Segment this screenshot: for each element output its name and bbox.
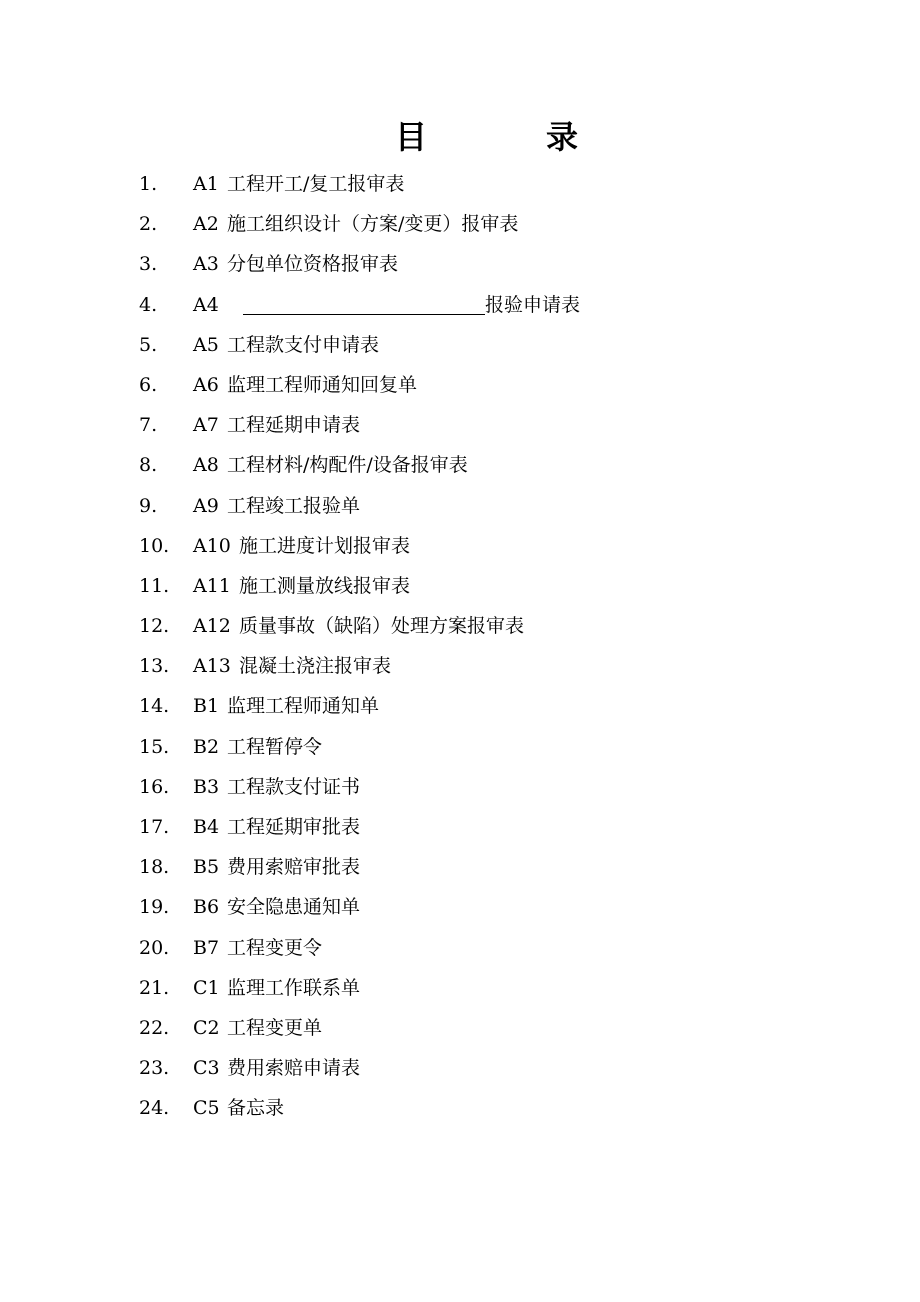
item-number: 14.: [139, 695, 170, 718]
toc-item: [139, 445, 839, 485]
toc-item: [139, 928, 839, 968]
toc-item: [139, 325, 839, 365]
toc-item: [139, 244, 839, 284]
item-code: A7: [193, 414, 219, 437]
toc-item: [139, 164, 839, 204]
item-title: 工程暂停令: [227, 735, 323, 758]
item-code: A8: [193, 454, 219, 477]
item-title: 施工进度计划报审表: [239, 534, 411, 557]
item-number: 1.: [139, 173, 158, 195]
item-number: 22.: [139, 1016, 170, 1039]
item-title: 备忘录: [227, 1097, 285, 1120]
item-title: 工程变更单: [227, 1016, 323, 1039]
toc-item: [139, 204, 839, 244]
item-code: C3: [193, 1057, 220, 1080]
item-title: 施工测量放线报审表: [239, 574, 411, 597]
title-char-2: 录: [546, 118, 579, 156]
title-char-1: 目: [395, 118, 428, 156]
item-code: A6: [193, 373, 219, 396]
item-code: A10: [193, 534, 231, 557]
item-code: B3: [193, 775, 220, 798]
item-title: 工程款支付证书: [227, 775, 361, 798]
item-code: B2: [193, 735, 220, 758]
item-number: 12.: [139, 615, 170, 638]
item-title-with-blank: [243, 285, 580, 325]
item-title: 监理工程师通知单: [227, 695, 380, 718]
toc-item: [139, 486, 839, 526]
item-code: C2: [193, 1016, 220, 1039]
item-code: A11: [193, 574, 231, 597]
item-title: 工程延期申请表: [227, 414, 361, 437]
item-code: B6: [193, 896, 220, 919]
item-number: 19.: [139, 896, 170, 919]
item-code: A4: [193, 293, 219, 316]
table-of-contents: [139, 164, 839, 1129]
item-number: 13.: [139, 655, 170, 678]
toc-item: [139, 887, 839, 927]
item-title: 混凝土浇注报审表: [239, 655, 392, 678]
toc-item: [139, 1088, 839, 1128]
item-number: 2.: [139, 213, 158, 236]
item-code: A1: [193, 173, 219, 195]
item-code: B7: [193, 936, 220, 959]
toc-item: [139, 365, 839, 405]
item-code: C1: [193, 976, 220, 999]
item-title: 工程竣工报验单: [227, 494, 361, 517]
toc-item: [139, 686, 839, 726]
item-code: B5: [193, 856, 220, 879]
item-number: 10.: [139, 534, 170, 557]
toc-item: [139, 1048, 839, 1088]
item-title: 施工组织设计（方案/变更）报审表: [227, 213, 519, 236]
item-title: 工程款支付申请表: [227, 333, 380, 356]
toc-item: [139, 285, 839, 325]
item-title: 监理工作联系单: [227, 976, 361, 999]
item-title: 监理工程师通知回复单: [227, 373, 418, 396]
item-title: 安全隐患通知单: [227, 896, 361, 919]
toc-item: [139, 968, 839, 1008]
toc-item: [139, 526, 839, 566]
item-title: 工程变更令: [227, 936, 323, 959]
item-number: 5.: [139, 333, 158, 356]
item-number: 17.: [139, 816, 170, 838]
item-code: B4: [193, 816, 220, 838]
item-number: 4.: [139, 293, 158, 316]
item-title: 费用索赔审批表: [227, 856, 361, 879]
item-number: 18.: [139, 856, 170, 879]
item-title: 报验申请表: [485, 293, 581, 316]
toc-item: [139, 847, 839, 887]
item-code: A9: [193, 494, 219, 517]
fill-in-blank-line: [243, 290, 485, 315]
item-number: 20.: [139, 936, 170, 959]
item-code: A12: [193, 615, 231, 638]
item-title: 费用索赔申请表: [227, 1057, 361, 1080]
toc-item: [139, 767, 839, 807]
item-number: 21.: [139, 976, 170, 999]
toc-item: [139, 566, 839, 606]
item-code: C5: [193, 1097, 220, 1120]
item-title: 分包单位资格报审表: [227, 253, 399, 276]
item-title: 工程材料/构配件/设备报审表: [227, 454, 468, 477]
toc-item: [139, 405, 839, 445]
toc-item: [139, 1008, 839, 1048]
item-code: A5: [193, 333, 219, 356]
item-code: A2: [193, 213, 219, 236]
toc-item: [139, 646, 839, 686]
item-number: 7.: [139, 414, 158, 437]
item-number: 15.: [139, 735, 170, 758]
toc-item: [139, 606, 839, 646]
toc-item: [139, 727, 839, 767]
item-code: A13: [193, 655, 231, 678]
item-number: 23.: [139, 1057, 170, 1080]
toc-item: [139, 807, 839, 847]
item-number: 16.: [139, 775, 170, 798]
item-number: 6.: [139, 373, 158, 396]
item-number: 8.: [139, 454, 158, 477]
item-title: 工程开工/复工报审表: [227, 173, 405, 195]
item-code: A3: [193, 253, 219, 276]
item-number: 9.: [139, 494, 158, 517]
item-title: 工程延期审批表: [227, 816, 361, 838]
item-code: B1: [193, 695, 220, 718]
item-number: 3.: [139, 253, 158, 276]
page-title: [0, 112, 920, 162]
item-number: 11.: [139, 574, 170, 597]
item-title: 质量事故（缺陷）处理方案报审表: [239, 615, 525, 638]
item-number: 24.: [139, 1097, 170, 1120]
